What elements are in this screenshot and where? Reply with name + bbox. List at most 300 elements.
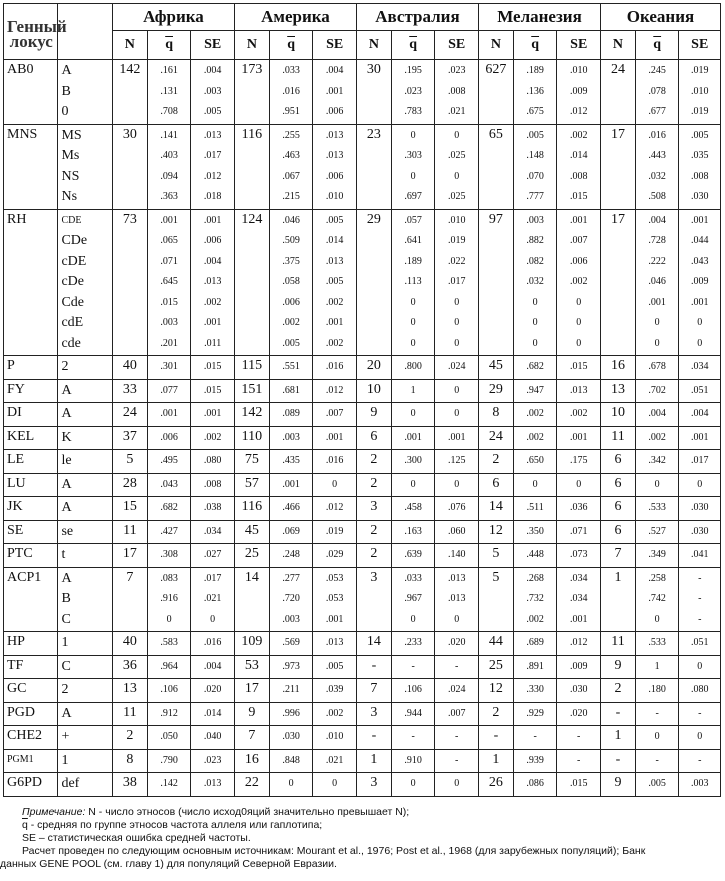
allele-name: MS	[61, 127, 82, 143]
se-value: .010	[447, 214, 466, 226]
allele-name: A	[61, 406, 72, 421]
se-value: .039	[325, 684, 344, 695]
locus-name: TF	[7, 657, 24, 673]
frequency-value: .001	[160, 408, 178, 419]
q-cell-australia	[391, 773, 435, 797]
se-value: .004	[203, 255, 222, 267]
frequency-value: .131	[160, 85, 178, 97]
locus-cell	[4, 60, 58, 125]
frequency-value: 0	[410, 170, 416, 182]
table-row	[4, 773, 721, 797]
frequency-value: .702	[648, 384, 666, 396]
n-value: 24	[488, 428, 503, 444]
se-value: .010	[325, 731, 344, 742]
q-cell-melanesia	[513, 702, 557, 726]
allele-cell	[58, 520, 112, 544]
allele-name: B	[61, 591, 71, 606]
se-value: .030	[690, 191, 709, 202]
se-value: .080	[203, 455, 222, 466]
n-cell-oceania	[601, 450, 636, 474]
frequency-value: .003	[282, 431, 300, 443]
n-cell-america	[234, 379, 269, 403]
locus-name: AB0	[7, 62, 34, 77]
n-value: 5	[492, 569, 500, 585]
n-cell-oceania	[601, 124, 636, 209]
q-cell-melanesia	[513, 726, 557, 750]
se-value: .013	[325, 255, 344, 267]
se-cell-africa	[191, 749, 235, 773]
frequency-value: .443	[648, 150, 666, 161]
se-value: 0	[454, 337, 460, 349]
se-value: .004	[203, 660, 222, 672]
se-value: .034	[569, 572, 588, 584]
note-line-4: Расчет проведен по следующим основным источникам: Mourant et al., 1976; Post et al., 1968 (для зарубежных популяций); Банк	[22, 845, 646, 857]
se-value: 0	[576, 337, 582, 349]
se-cell-oceania	[679, 632, 721, 656]
n-cell-africa	[112, 403, 147, 427]
n-cell-africa	[112, 679, 147, 703]
frequency-value: .742	[648, 593, 666, 604]
frequency-value: .641	[404, 235, 422, 246]
frequency-value: 0	[288, 778, 294, 789]
n-value: 26	[488, 775, 503, 790]
n-cell-australia	[356, 124, 391, 209]
n-cell-oceania	[601, 356, 636, 380]
q-cell-africa	[147, 679, 191, 703]
n-value: 33	[122, 381, 137, 397]
se-value: .013	[325, 637, 344, 648]
region-header-america: Америка	[234, 4, 356, 31]
frequency-value: .569	[282, 637, 300, 648]
se-value: .013	[447, 593, 466, 604]
n-value: 24	[122, 405, 137, 420]
n-value: 9	[614, 657, 622, 673]
se-cell-america	[313, 497, 357, 521]
q-cell-oceania	[635, 773, 679, 797]
n-cell-australia	[356, 209, 391, 356]
n-value: 9	[248, 704, 256, 720]
frequency-value: .363	[160, 191, 178, 202]
locus-name: ACP1	[7, 569, 42, 585]
frequency-value: .639	[404, 549, 422, 560]
n-value: 73	[122, 211, 137, 227]
q-cell-melanesia	[513, 379, 557, 403]
frequency-value: .016	[648, 129, 666, 141]
frequency-value: 1	[654, 660, 660, 672]
se-cell-oceania	[679, 209, 721, 356]
allele-name: CDE	[61, 214, 82, 226]
n-cell-oceania	[601, 60, 636, 125]
n-cell-africa	[112, 655, 147, 679]
se-value: -	[577, 754, 581, 766]
se-cell-australia	[435, 473, 479, 497]
n-cell-melanesia	[478, 702, 513, 726]
se-cell-america	[313, 702, 357, 726]
se-cell-melanesia	[557, 473, 601, 497]
n-value: 28	[122, 475, 137, 491]
se-cell-africa	[191, 679, 235, 703]
q-cell-melanesia	[513, 124, 557, 209]
se-value: .011	[204, 337, 222, 349]
n-cell-africa	[112, 426, 147, 450]
se-value: .013	[569, 384, 588, 396]
se-value: .008	[447, 85, 466, 97]
n-value: 7	[126, 569, 134, 585]
n-cell-america	[234, 356, 269, 380]
subheader-q-oceania: $\overline{q}$	[635, 31, 679, 60]
n-value: 6	[614, 475, 622, 491]
se-value: .001	[569, 613, 588, 625]
allele-name: cDe	[61, 274, 85, 289]
frequency-value: .996	[282, 707, 300, 719]
locus-name: JK	[7, 499, 23, 514]
se-cell-australia	[435, 679, 479, 703]
se-value: .002	[569, 129, 588, 141]
q-cell-australia	[391, 124, 435, 209]
locus-cell	[4, 450, 58, 474]
q-cell-oceania	[635, 679, 679, 703]
n-cell-australia	[356, 450, 391, 474]
table-row	[4, 403, 721, 427]
se-cell-oceania	[679, 679, 721, 703]
se-cell-africa	[191, 379, 235, 403]
se-value: .002	[569, 276, 588, 287]
allele-name: 1	[61, 635, 69, 650]
se-value: .001	[203, 408, 222, 419]
allele-name: Cde	[61, 294, 85, 310]
n-cell-america	[234, 497, 269, 521]
allele-cell	[58, 679, 112, 703]
frequency-value: .077	[160, 384, 178, 396]
frequency-value: .006	[282, 296, 300, 308]
se-value: .073	[569, 549, 588, 560]
q-cell-melanesia	[513, 497, 557, 521]
n-cell-australia	[356, 473, 391, 497]
se-cell-oceania	[679, 544, 721, 568]
n-cell-oceania	[601, 520, 636, 544]
se-cell-america	[313, 403, 357, 427]
n-value: 97	[488, 211, 503, 227]
n-cell-melanesia	[478, 379, 513, 403]
n-value: 1	[492, 751, 500, 767]
se-value: 0	[454, 408, 460, 419]
n-cell-australia	[356, 567, 391, 632]
n-value: 30	[366, 62, 381, 77]
allele-name: cdE	[61, 315, 84, 330]
se-value: 0	[454, 129, 460, 141]
n-cell-melanesia	[478, 60, 513, 125]
n-cell-africa	[112, 702, 147, 726]
n-cell-america	[234, 749, 269, 773]
frequency-value: .163	[404, 525, 422, 537]
q-cell-australia	[391, 450, 435, 474]
se-value: .008	[203, 478, 222, 490]
se-value: .034	[690, 361, 709, 372]
n-cell-oceania	[601, 679, 636, 703]
frequency-value: .030	[282, 731, 300, 742]
se-cell-america	[313, 473, 357, 497]
q-cell-oceania	[635, 749, 679, 773]
se-value: .003	[690, 778, 709, 789]
se-cell-oceania	[679, 749, 721, 773]
n-cell-africa	[112, 520, 147, 544]
se-value: .044	[690, 235, 709, 246]
se-cell-america	[313, 209, 357, 356]
n-value: 75	[244, 452, 259, 467]
frequency-value: .551	[282, 361, 300, 372]
allele-name: def	[61, 776, 80, 791]
se-cell-australia	[435, 773, 479, 797]
allele-name: B	[61, 83, 71, 99]
q-cell-australia	[391, 209, 435, 356]
n-value: 17	[244, 681, 259, 696]
se-value: .036	[569, 502, 588, 513]
allele-cell	[58, 726, 112, 750]
se-cell-africa	[191, 773, 235, 797]
subheader-n-oceania: N	[601, 31, 636, 60]
locus-cell	[4, 702, 58, 726]
q-cell-australia	[391, 520, 435, 544]
se-value: -	[455, 660, 459, 672]
frequency-value: .215	[282, 191, 300, 202]
frequency-value: .070	[526, 170, 544, 182]
se-value: .017	[203, 150, 222, 161]
allele-name: se	[61, 523, 74, 539]
q-cell-america	[269, 702, 313, 726]
se-value: 0	[454, 778, 460, 789]
allele-cell	[58, 567, 112, 632]
n-cell-africa	[112, 450, 147, 474]
se-cell-america	[313, 544, 357, 568]
locus-cell	[4, 403, 58, 427]
frequency-value: 0	[410, 296, 416, 308]
table-row	[4, 726, 721, 750]
se-cell-africa	[191, 209, 235, 356]
note-line-5: данных GENE POOL (см. главу 1) для популяций Северной Евразии.	[0, 858, 337, 870]
se-value: .015	[569, 361, 588, 372]
q-cell-oceania	[635, 497, 679, 521]
se-value: .053	[325, 593, 344, 604]
q-cell-oceania	[635, 544, 679, 568]
q-cell-australia	[391, 655, 435, 679]
n-cell-africa	[112, 497, 147, 521]
n-cell-australia	[356, 426, 391, 450]
frequency-value: .001	[404, 431, 422, 443]
se-cell-oceania	[679, 450, 721, 474]
frequency-value: .057	[404, 214, 422, 226]
q-cell-america	[269, 726, 313, 750]
n-cell-oceania	[601, 544, 636, 568]
se-value: .006	[569, 255, 588, 267]
se-value: .013	[203, 778, 222, 789]
q-cell-oceania	[635, 726, 679, 750]
n-value: 14	[244, 569, 259, 585]
table-row	[4, 426, 721, 450]
n-cell-oceania	[601, 379, 636, 403]
q-cell-melanesia	[513, 749, 557, 773]
se-value: -	[698, 754, 702, 766]
n-value: 2	[614, 681, 622, 696]
n-value: 11	[123, 522, 137, 538]
table-row	[4, 473, 721, 497]
se-value: .013	[447, 572, 466, 584]
frequency-value: -	[411, 731, 415, 742]
allele-name: Ns	[61, 189, 78, 204]
n-value: 3	[370, 569, 378, 585]
frequency-value: .435	[282, 455, 300, 466]
frequency-value: 0	[410, 337, 416, 349]
n-cell-melanesia	[478, 426, 513, 450]
se-value: -	[698, 613, 702, 625]
q-cell-africa	[147, 356, 191, 380]
n-value: 1	[370, 751, 378, 767]
subheader-n-australia: N	[356, 31, 391, 60]
se-cell-australia	[435, 726, 479, 750]
se-value: .025	[447, 191, 466, 202]
q-cell-melanesia	[513, 403, 557, 427]
note-line-2	[0, 819, 725, 832]
q-cell-oceania	[635, 209, 679, 356]
se-value: .001	[447, 431, 466, 443]
allele-cell	[58, 450, 112, 474]
n-value: 124	[241, 211, 263, 227]
table-row	[4, 567, 721, 632]
frequency-value: .682	[526, 361, 544, 372]
q-cell-africa	[147, 702, 191, 726]
n-cell-melanesia	[478, 124, 513, 209]
frequency-value: 0	[410, 478, 416, 490]
n-value: 7	[614, 546, 622, 561]
n-value: 57	[244, 475, 259, 491]
se-cell-melanesia	[557, 379, 601, 403]
se-cell-australia	[435, 655, 479, 679]
frequency-value: 0	[410, 129, 416, 141]
n-value: 23	[366, 126, 381, 142]
n-cell-oceania	[601, 426, 636, 450]
allele-cell	[58, 773, 112, 797]
n-value: 40	[122, 358, 137, 373]
n-cell-australia	[356, 520, 391, 544]
se-value: .035	[690, 150, 709, 161]
frequency-value: .403	[160, 150, 178, 161]
frequency-value: .033	[404, 572, 422, 584]
subheader-se-australia: SE	[435, 31, 479, 60]
n-value: 36	[122, 657, 137, 673]
n-value: 14	[366, 634, 381, 649]
q-cell-australia	[391, 679, 435, 703]
frequency-value: 0	[654, 317, 660, 328]
se-value: .016	[325, 361, 344, 372]
frequency-value: .350	[526, 525, 544, 537]
q-cell-america	[269, 749, 313, 773]
frequency-value: .650	[526, 455, 544, 466]
frequency-value: .533	[648, 502, 666, 513]
n-cell-america	[234, 403, 269, 427]
locus-cell	[4, 520, 58, 544]
n-cell-australia	[356, 632, 391, 656]
n-value: 11	[611, 428, 625, 444]
se-cell-australia	[435, 60, 479, 125]
se-cell-melanesia	[557, 567, 601, 632]
frequency-value: .929	[526, 707, 544, 719]
se-value: .019	[447, 235, 466, 246]
n-cell-melanesia	[478, 544, 513, 568]
se-value: .001	[325, 317, 344, 328]
se-value: .018	[203, 191, 222, 202]
table-row	[4, 679, 721, 703]
se-value: .006	[325, 106, 344, 117]
se-value: .022	[447, 255, 466, 267]
se-cell-oceania	[679, 520, 721, 544]
se-value: .001	[325, 431, 344, 443]
n-value: 30	[122, 126, 137, 142]
frequency-value: .201	[160, 337, 178, 349]
q-cell-oceania	[635, 520, 679, 544]
frequency-value: .944	[404, 707, 422, 719]
frequency-value: .003	[282, 613, 300, 625]
region-header-africa: Африка	[112, 4, 234, 31]
frequency-value: .301	[160, 361, 178, 372]
se-cell-america	[313, 520, 357, 544]
locus-cell	[4, 773, 58, 797]
n-cell-oceania	[601, 632, 636, 656]
se-value: 0	[697, 317, 703, 328]
n-value: 115	[241, 358, 263, 373]
se-cell-oceania	[679, 567, 721, 632]
se-value: 0	[210, 613, 216, 625]
se-cell-melanesia	[557, 497, 601, 521]
se-cell-america	[313, 655, 357, 679]
subheader-se-america: SE	[313, 31, 357, 60]
locus-name: RH	[7, 211, 27, 227]
n-value: -	[615, 751, 621, 767]
se-cell-melanesia	[557, 209, 601, 356]
se-value: 0	[454, 384, 460, 396]
se-cell-america	[313, 726, 357, 750]
n-cell-america	[234, 544, 269, 568]
frequency-value: .583	[160, 637, 178, 648]
allele-name: Ms	[61, 148, 80, 163]
n-value: 24	[610, 62, 625, 77]
n-cell-africa	[112, 473, 147, 497]
se-value: .023	[203, 754, 222, 766]
q-cell-australia	[391, 702, 435, 726]
se-value: .024	[447, 684, 466, 695]
n-value: 13	[610, 381, 625, 397]
q-cell-melanesia	[513, 632, 557, 656]
n-cell-africa	[112, 379, 147, 403]
se-cell-africa	[191, 567, 235, 632]
se-value: .006	[203, 235, 222, 246]
allele-name: +	[61, 729, 70, 744]
se-value: .076	[447, 502, 466, 513]
n-cell-australia	[356, 403, 391, 427]
n-value: 17	[610, 126, 625, 142]
n-cell-africa	[112, 356, 147, 380]
se-cell-america	[313, 450, 357, 474]
frequency-value: .195	[404, 65, 422, 76]
n-cell-australia	[356, 773, 391, 797]
allele-name: t	[61, 547, 66, 562]
se-value: .030	[690, 502, 709, 513]
n-value: 25	[488, 657, 503, 673]
n-value: 6	[614, 452, 622, 467]
n-cell-america	[234, 773, 269, 797]
n-cell-oceania	[601, 473, 636, 497]
frequency-value: .071	[160, 255, 178, 267]
n-value: 3	[370, 499, 378, 514]
frequency-value: .005	[282, 337, 300, 349]
